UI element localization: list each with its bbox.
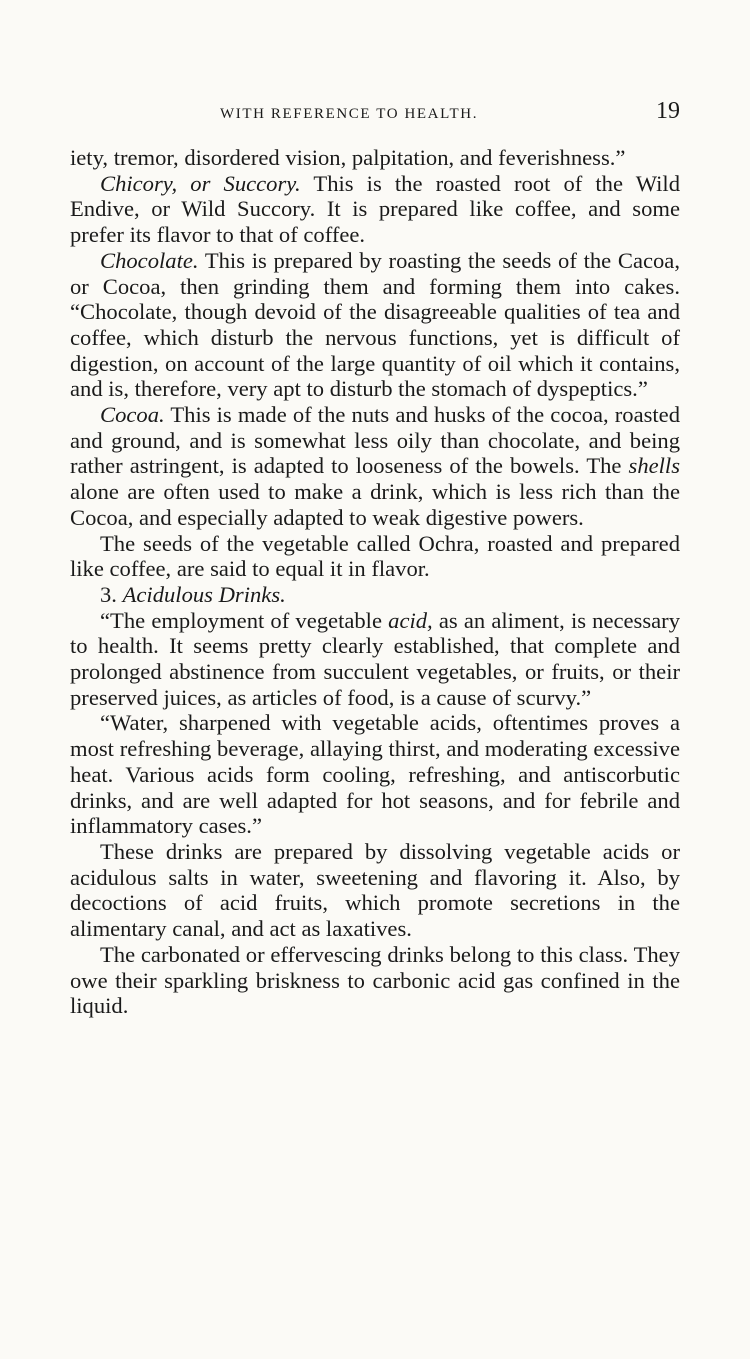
text-run: This is made of the nuts and husks of the cocoa, roasted and ground, and is somewhat less oily than chocolate, and being rather astringent, is adapted to looseness of the bowels. The (70, 402, 680, 479)
text-run: as an aliment, is necessary to health. It seems pretty clearly established, that complete and prolonged abstinence from succulent vegetables, or fruits, or their preserved juices, as articles of food, is a cause of scurvy.” (70, 607, 680, 710)
text-run: “The employment of vegetable (100, 607, 389, 633)
paragraph (70, 608, 680, 711)
text-run: iety, tremor, disordered vision, palpitation, and feverishness.” (70, 145, 626, 170)
text-run: Chocolate. (100, 247, 199, 273)
running-head: WITH REFERENCE TO HEALTH. (220, 106, 479, 122)
paragraph (70, 248, 680, 402)
paragraph (70, 531, 680, 582)
text-run: The carbonated or effervescing drinks belong to this class. They owe their sparkling briskness to carbonic acid gas confined in the liquid. (70, 941, 680, 1019)
paragraph (70, 171, 680, 248)
text-run: This is the roasted root of the Wild Endive, or Wild Succory. It is prepared like coffee, and some prefer its flavor to that of coffee. (70, 170, 680, 248)
page-number: 19 (656, 98, 680, 124)
text-run: The seeds of the vegetable called Ochra, roasted and prepared like coffee, are said to equal it in flavor. (70, 530, 680, 582)
text-run: “Water, sharpened with vegetable acids, oftentimes proves a most refreshing beverage, allaying thirst, and moderating excessive heat. Various acids form cooling, refreshing, and antiscorbutic drinks, and are well adapted for hot seasons, and for febrile and inflammatory cases.” (70, 710, 680, 839)
paragraph (70, 839, 680, 942)
paragraph (70, 402, 680, 531)
page-header (70, 98, 680, 132)
paragraph (70, 145, 680, 171)
text-run: alone are often used to make a drink, which is less rich than the Cocoa, and especially adapted to weak digestive powers. (70, 479, 680, 530)
text-run: acid, (388, 607, 433, 633)
text-run: This is prepared by roasting the seeds of the Cacoa, or Cocoa, then grinding them and forming them into cakes. “Chocolate, though devoid of the disagreeable qualities of tea and coffee, which disturb the nervous functions, yet is difficult of digestion, on account of the large quantity of oil which it contains, and is, therefore, very apt to disturb the stomach of dyspeptics.” (70, 247, 680, 402)
text-run: 3. (100, 581, 123, 607)
text-run: Acidulous Drinks. (122, 581, 286, 607)
page-body (70, 145, 680, 1019)
text-run: These drinks are prepared by dissolving vegetable acids or acidulous salts in water, sweetening and flavoring it. Also, by decoctions of acid fruits, which promote secretions in the alimentary canal, and act as laxatives. (70, 838, 680, 942)
text-run: Cocoa. (100, 402, 165, 428)
paragraph (70, 710, 680, 839)
paragraph (70, 582, 680, 608)
text-run: shells (628, 453, 680, 479)
paragraph (70, 942, 680, 1019)
text-run: Chicory, or Succory. (100, 170, 301, 196)
